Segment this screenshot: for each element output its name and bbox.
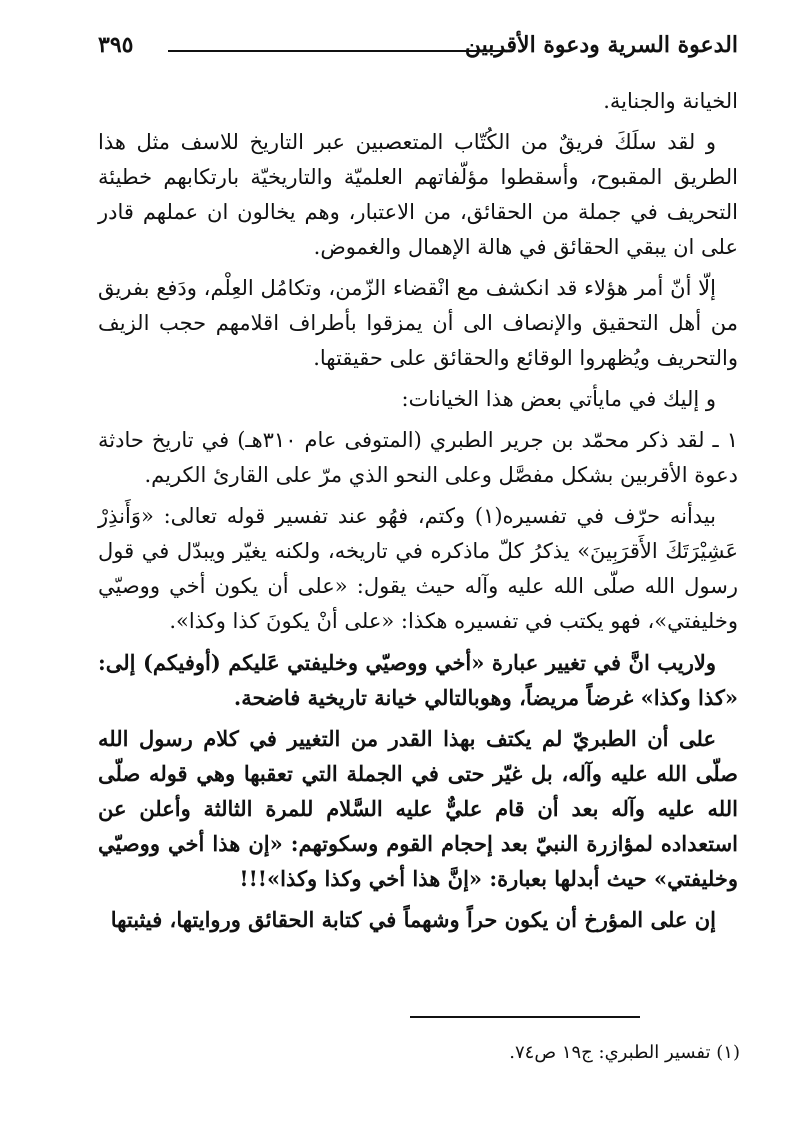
footnote: (١) تفسير الطبري: ج١٩ ص٧٤. xyxy=(509,1042,740,1063)
running-head-title: الدعوة السرية ودعوة الأقربين xyxy=(464,32,738,58)
paragraph: إلّا أنّ أمر هؤلاء قد انكشف مع انْقضاء الزّمن، وتكامُل العِلْم، ودَفع بفريق من أهل التحقيق والإنصاف الى أن يمزقوا بأطراف اقلامهم حجب الزيف والتحريف ويُظهروا الوقائع والحقائق على حقيقتها. xyxy=(98,276,738,370)
paragraph: و لقد سلَكَ فريقٌ من الكُتّاب المتعصبين عبر التاريخ للاسف مثل هذا الطريق المقبوح، وأسقطوا مؤلّفاتهم العلميّة والتاريخيّة بارتكابهم خطيئة التحريف في جملة من الحقائق، من الاعتبار، وهم يخالون ان عملهم قادر على ان يبقي الحقائق في هالة الإهمال والغموض. xyxy=(98,130,738,259)
paragraph: ١ ـ لقد ذكر محمّد بن جرير الطبري (المتوفى عام ٣١٠هـ) في تاريخ حادثة دعوة الأقربين بشكل مفصَّل وعلى النحو الذي مرّ على القارئ الكريم. xyxy=(98,428,738,487)
page-header xyxy=(98,28,738,68)
page-number: ٣٩٥ xyxy=(98,32,134,58)
paragraph: الخيانة والجناية. xyxy=(603,89,738,113)
paragraph: ولاريب انَّ في تغيير عبارة «أخي ووصيّي وخليفتي عَليكم (أوفيكم) إلى: «كذا وكذا» غرضاً مريضاً، وهوبالتالي خيانة تاريخية فاضحة. xyxy=(98,650,738,710)
footnote-rule xyxy=(410,1016,640,1018)
body-text xyxy=(98,84,738,943)
paragraph: و إليك في مايأتي بعض هذا الخيانات: xyxy=(401,387,716,411)
paragraph: إن على المؤرخ أن يكون حراً وشهماً في كتابة الحقائق وروايتها، فيثبتها xyxy=(110,907,716,932)
paragraph: على أن الطبريّ لم يكتف بهذا القدر من التغيير في كلام رسول الله صلّى الله عليه وآله، بل غيّر حتى في الجملة التي تعقبها وهي قوله صلّى الله عليه وآله بعد أن قام عليٌّ عليه السَّلام للمرة الثالثة وأعلن عن استعداده لمؤازرة النبيّ بعد إحجام القوم وسكوتهم: «إن هذا أخي ووصيّي وخليفتي» حيث أبدلها بعبارة: «إنَّ هذا أخي وكذا وكذا»!!! xyxy=(98,726,738,891)
paragraph: بيدأنه حرّف في تفسيره(١) وكتم، فهُو عند تفسير قوله تعالى: «وَأَنذِرْ عَشِيْرَتَكَ الأَقرَبِينَ» يذكرُ كلّ ماذكره في تاريخه، ولكنه يغيّر ويبدّل في قول رسول الله صلّى الله عليه وآله حيث يقول: «على أن يكون أخي ووصيّي وخليفتي»، فهو يكتب في تفسيره هكذا: «على أنْ يكونَ كذا وكذا». xyxy=(98,504,738,633)
header-rule xyxy=(168,50,508,52)
